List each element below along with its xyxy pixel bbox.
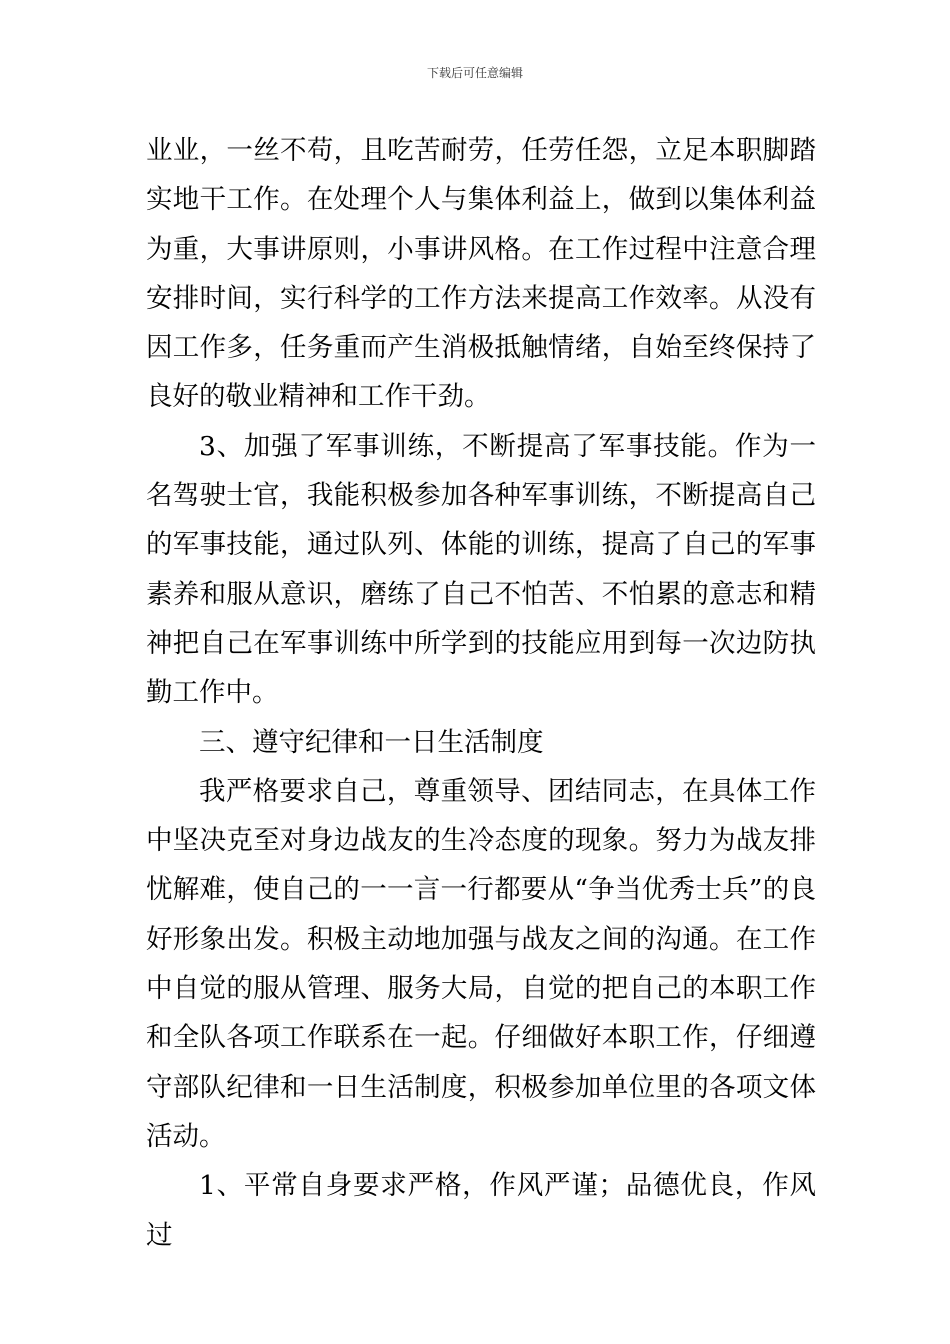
paragraph-discipline: 我严格要求自己，尊重领导、团结同志，在具体工作中坚决克至对身边战友的生冷态度的现象。努力为战友排忧解难，使自己的一一言一行都要从“争当优秀士兵”的良好形象出发。积极主动地加强与战友之间的沟通。在工作中自觉的服从管理、服务大局，自觉的把自己的本职工作和全队各项工作联系在一起。仔细做好本职工作，仔细遵守部队纪律和一日生活制度，积极参加单位里的各项文体活动。 xyxy=(146,775,816,1152)
section-heading-discipline: 三、遵守纪律和一日生活制度 xyxy=(199,726,544,758)
document-body xyxy=(146,126,816,1260)
paragraph-military-training: 3、加强了军事训练，不断提高了军事技能。作为一名驾驶士官，我能积极参加各种军事训练，不断提高自己的军事技能，通过队列、体能的训练，提高了自己的军事素养和服从意识，磨练了自己不怕苦、不怕累的意志和精神把自己在军事训练中所学到的技能应用到每一次边防执勤工作中。 xyxy=(146,430,816,709)
paragraph-continuation: 业业，一丝不苟，且吃苦耐劳，任劳任怨，立足本职脚踏实地干工作。在处理个人与集体利益上，做到以集体利益为重，大事讲原则，小事讲风格。在工作过程中注意合理安排时间，实行科学的工作方法来提高工作效率。从没有因工作多，任务重而产生消极抵触情绪，自始至终保持了良好的敬业精神和工作干劲。 xyxy=(146,135,816,413)
page-header: 下载后可任意编辑 xyxy=(426,66,523,80)
paragraph-self-requirement: 1、平常自身要求严格，作风严谨；品德优良，作风过 xyxy=(146,1170,816,1251)
